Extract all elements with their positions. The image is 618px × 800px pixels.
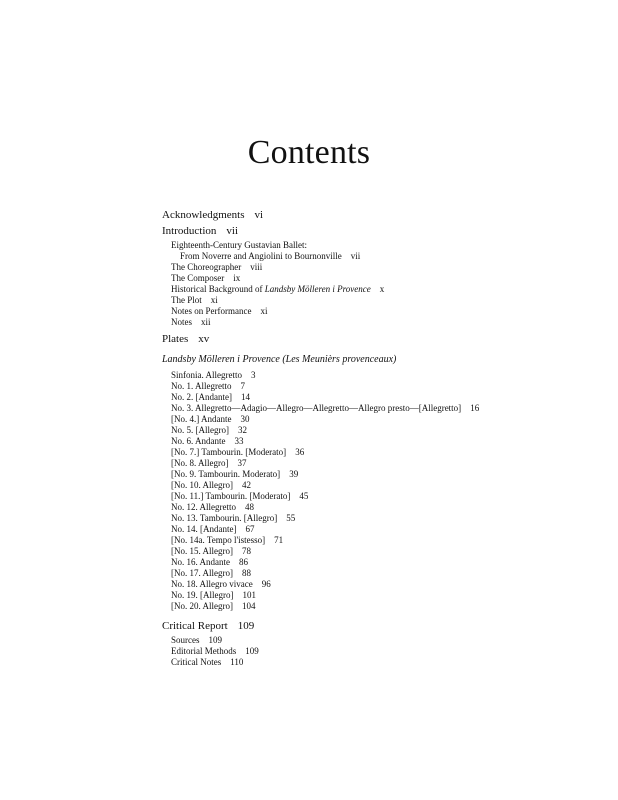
toc-entry-page: vii [226,225,239,237]
toc-entry-critical-report [162,618,582,634]
toc-entry-page: viii [250,262,263,272]
toc-subentry [162,513,582,524]
toc-entry-label: Notes [171,317,192,327]
toc-entry-label: [No. 17. Allegro] [171,568,233,578]
toc-subentry [162,414,582,425]
toc-entry-introduction [162,223,582,239]
toc-subentry [162,646,582,657]
toc-entry-page: 86 [239,557,248,567]
toc-subentry [162,403,582,414]
toc-entry-label: The Choreographer [171,262,242,272]
toc-entry-label: Sinfonia. Allegretto [171,370,242,380]
toc-entry-page: xii [201,317,211,327]
toc-entry-page: 39 [289,469,299,479]
toc-subentry [162,635,582,646]
toc-subentry [162,568,582,579]
toc-entry-label: Acknowledgments [162,209,245,221]
toc-entry-page: 42 [242,480,251,490]
toc-subentry [162,458,582,469]
toc-entry-label: [No. 10. Allegro] [171,480,233,490]
toc-entry-page: 48 [245,502,254,512]
toc-entry-label-italic: Landsby Mölleren i Provence [264,284,371,294]
toc-entry-page: 109 [245,646,259,656]
toc-entry-page: 96 [261,579,271,589]
toc-entry-page: 32 [238,425,247,435]
toc-entry-label: No. 19. [Allegro] [171,590,234,600]
toc-entry-label: No. 2. [Andante] [171,392,232,402]
toc-subentry [162,262,582,273]
toc-entry-label: Eighteenth-Century Gustavian Ballet: [171,240,307,250]
toc-subentry [162,579,582,590]
toc-subsection-introduction [162,240,582,328]
toc-entry-page: 78 [242,546,251,556]
toc-entry-page: 88 [242,568,251,578]
toc-entry-page: 71 [274,535,284,545]
toc-entry-label: No. 6. Andante [171,436,226,446]
toc-entry-page: vi [254,209,264,221]
toc-subentry [162,295,582,306]
toc-entry-page: 14 [240,392,250,402]
toc-entry-label: [No. 15. Allegro] [171,546,233,556]
toc-entry-label: No. 18. Allegro vivace [171,579,253,589]
toc-entry-page: ix [233,273,241,283]
toc-entry-label: No. 5. [Allegro] [171,425,229,435]
toc-entry-label: The Composer [171,273,225,283]
toc-subentry [162,317,582,328]
toc-entry-label: Notes on Performance [171,306,252,316]
toc-entry-page: 109 [237,620,255,632]
toc-entry-page: 67 [245,524,255,534]
toc-subentry [162,251,582,262]
toc-entry-page: x [379,284,385,294]
toc-entry-label: From Noverre and Angiolini to Bournonville [180,251,342,261]
toc-entry-plates [162,331,582,347]
toc-entry-label: [No. 20. Allegro] [171,601,233,611]
toc-entry-label: No. 12. Allegretto [171,502,236,512]
toc-entry-page: 109 [208,635,222,645]
toc-subentry [162,436,582,447]
toc-entry-label: Editorial Methods [171,646,237,656]
toc-entry-label: The Plot [171,295,202,305]
toc-entry-label: Sources [171,635,200,645]
toc-entry-label: Introduction [162,225,217,237]
toc-entry-label: [No. 4.] Andante [171,414,232,424]
toc-entry-page: 55 [286,513,296,523]
table-of-contents [162,207,582,668]
page-title: Contents [247,134,371,171]
toc-entry-page: 104 [242,601,256,611]
toc-subentry [162,546,582,557]
toc-entry-label: No. 1. Allegretto [171,381,232,391]
toc-entry-label: No. 13. Tambourin. [Allegro] [171,513,278,523]
toc-subentry [162,469,582,480]
toc-part-heading: Landsby Mölleren i Provence (Les Meunièrs provenceaux) [162,354,397,365]
toc-entry-label: Critical Notes [171,657,222,667]
toc-entry-label: [No. 11.] Tambourin. [Moderato] [171,491,291,501]
toc-entry-page: 110 [230,657,244,667]
toc-entry-page: 36 [295,447,305,457]
toc-entry-page: xi [210,295,218,305]
toc-entry-page: 3 [251,370,256,380]
toc-entry-page: 37 [237,458,247,468]
toc-entry-page: 30 [240,414,250,424]
toc-entry-acknowledgments [162,207,582,223]
toc-subentry [162,480,582,491]
toc-subentry [162,392,582,403]
toc-subentry [162,491,582,502]
toc-subentry [162,306,582,317]
toc-subentry [162,240,582,251]
toc-subentry [162,284,582,295]
toc-subentry [162,657,582,668]
toc-subentry [162,447,582,458]
toc-subentry [162,502,582,513]
toc-entry-label: Critical Report [162,620,228,632]
toc-entry-page: 33 [234,436,244,446]
toc-entry-label: [No. 8. Allegro] [171,458,229,468]
toc-entry-page: 16 [470,403,480,413]
toc-subentry [162,590,582,601]
toc-entry-label: [No. 7.] Tambourin. [Moderato] [171,447,287,457]
toc-entry-page: 7 [240,381,245,391]
toc-entry-page: vii [350,251,361,261]
toc-entry-label: No. 16. Andante [171,557,230,567]
toc-subsection-music [162,370,582,612]
toc-entry-page: xi [260,306,268,316]
toc-subentry [162,557,582,568]
toc-subentry [162,535,582,546]
toc-subentry [162,381,582,392]
toc-entry-label: No. 3. Allegretto—Adagio—Allegro—Allegretto—Allegro presto—[Allegretto] [171,403,462,413]
toc-entry-page: 101 [242,590,256,600]
toc-entry-page: xv [198,333,210,345]
toc-subentry [162,425,582,436]
toc-subentry [162,601,582,612]
toc-subsection-critical-report [162,635,582,668]
toc-entry-label: Plates [162,333,189,345]
toc-entry-label: Historical Background of [171,284,265,294]
toc-entry-label: [No. 14a. Tempo l'istesso] [171,535,266,545]
toc-entry-page: 45 [299,491,309,501]
toc-subentry [162,273,582,284]
toc-subentry [162,524,582,535]
toc-entry-label: No. 14. [Andante] [171,524,237,534]
toc-subentry [162,370,582,381]
toc-entry-label: [No. 9. Tambourin. Moderato] [171,469,281,479]
